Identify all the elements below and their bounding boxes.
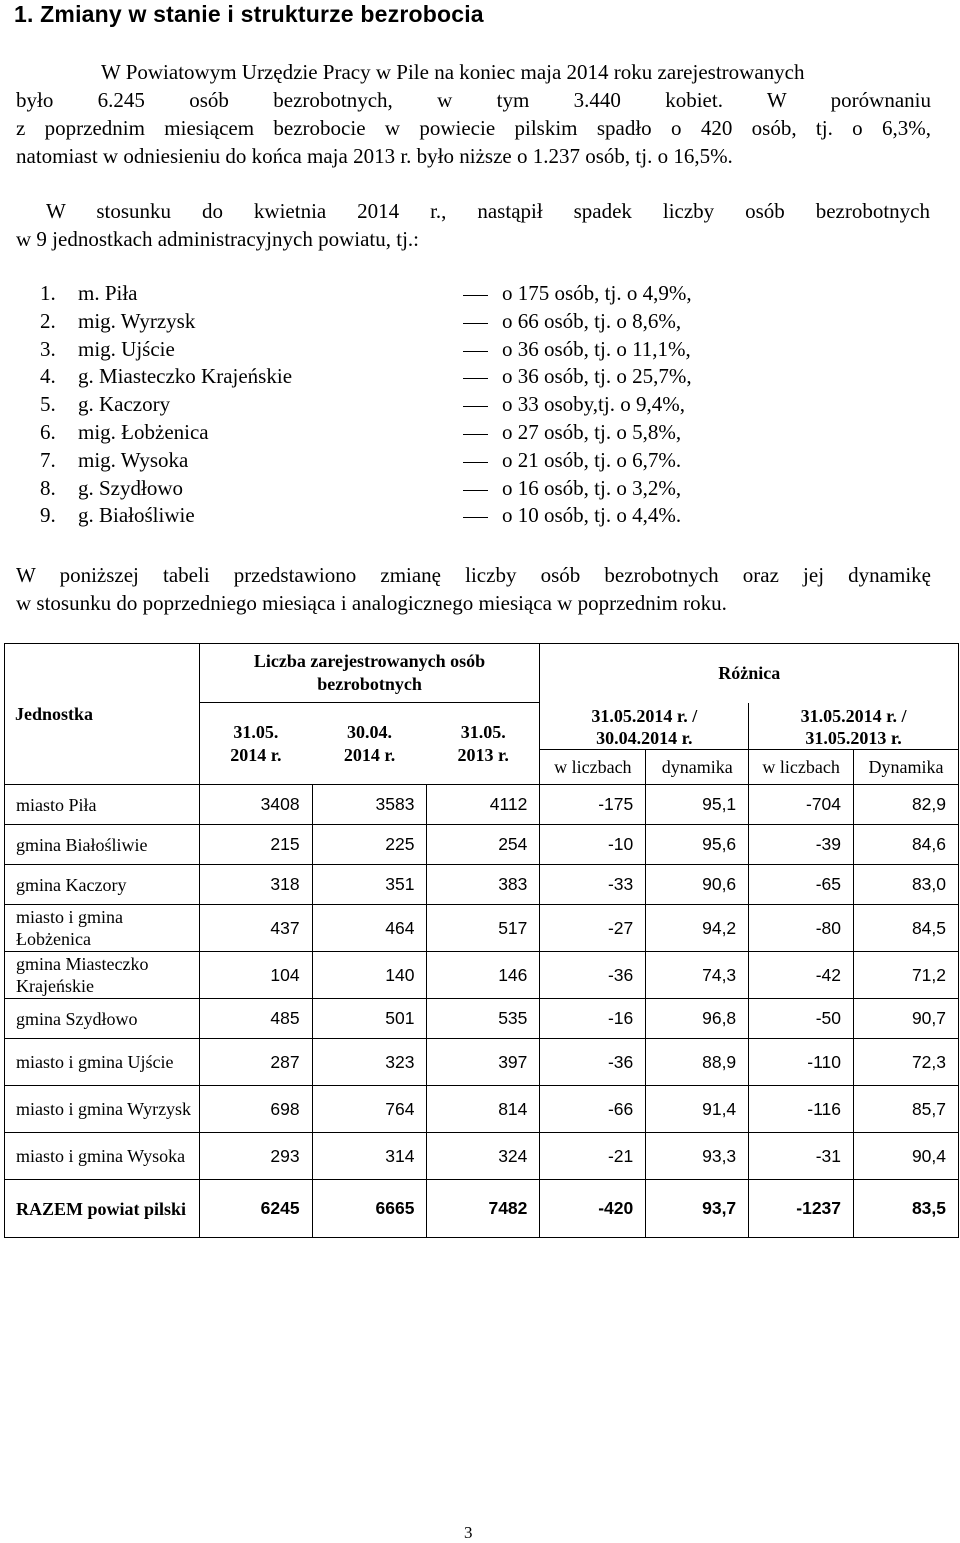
header-compare-month: 31.05.2014 r. / 30.04.2014 r. [540,703,749,750]
cell-value: 215 [199,825,312,865]
cell-unit-name: gmina Kaczory [5,865,200,905]
cell-value: 90,6 [646,865,749,905]
cell-value: -110 [749,1039,854,1086]
list-item-change: o 33 osoby,tj. o 9,4%, [502,392,685,417]
cell-value: 323 [312,1039,427,1086]
cell-value: 104 [199,952,312,999]
cell-value: 95,1 [646,785,749,825]
cell-value: 318 [199,865,312,905]
list-item-name: mig. Wyrzysk [78,308,196,333]
cell-value: 83,0 [854,865,959,905]
cell-value: 437 [199,905,312,952]
cell-unit-name: gmina Białośliwie [5,825,200,865]
cell-value: 94,2 [646,905,749,952]
table-intro-line-1: W poniższej tabeli przedstawiono zmianę liczby osób bezrobotnych oraz jej dynamikę [16,563,931,587]
cell-value: 74,3 [646,952,749,999]
cell-value: 397 [427,1039,540,1086]
cell-value: -704 [749,785,854,825]
cell-value: 324 [427,1133,540,1180]
list-item-change: o 21 osób, tj. o 6,7%. [502,447,682,472]
list-item-num: 1. [40,281,56,305]
cell-value: 146 [427,952,540,999]
cell-value: -31 [749,1133,854,1180]
header-dynamika-2: Dynamika [854,750,959,785]
page-number: 3 [464,1523,473,1542]
list-item-num: 4. [40,364,56,389]
header-date-1: 31.05. 2014 r. [199,703,312,785]
list-item-change: o 10 osób, tj. o 4,4%. [502,503,682,528]
unemployment-table [4,643,959,1238]
dash-separator [463,295,488,296]
list-item-change: o 36 osób, tj. o 25,7%, [502,364,692,389]
cell-value: 91,4 [646,1086,749,1133]
cell-value: 93,3 [646,1133,749,1180]
dash-separator [463,434,488,435]
cell-value: 93,7 [646,1180,749,1238]
cell-value: -80 [749,905,854,952]
cell-value: -1237 [749,1180,854,1238]
cell-value: 383 [427,865,540,905]
table-row [5,785,959,825]
cell-value: 3408 [199,785,312,825]
cell-value: 814 [427,1086,540,1133]
cell-value: -16 [540,999,646,1039]
intro-line-4: natomiast w odniesieniu do końca maja 2013 r. było niższe o 1.237 osób, tj. o 16,5%. [16,144,733,168]
cell-value: -36 [540,952,646,999]
cell-value: 140 [312,952,427,999]
cell-value: 464 [312,905,427,952]
dash-separator [463,462,488,463]
cell-value: 764 [312,1086,427,1133]
list-item-name: g. Miasteczko Krajeńskie [78,364,293,389]
cell-value: -42 [749,952,854,999]
cell-value: 72,3 [854,1039,959,1086]
section-heading: 1. Zmiany w stanie i strukturze bezrobocia [14,1,484,27]
table-row [5,865,959,905]
cell-value: 90,7 [854,999,959,1039]
list-item-change: o 66 osób, tj. o 8,6%, [502,308,682,333]
decline-paragraph [16,197,930,253]
cell-value: 293 [199,1133,312,1180]
dash-separator [463,378,488,379]
table-row [5,825,959,865]
cell-value: 88,9 [646,1039,749,1086]
cell-value: -50 [749,999,854,1039]
cell-value: -420 [540,1180,646,1238]
list-item-name: g. Białośliwie [78,503,195,528]
cell-unit-name: RAZEM powiat pilski [5,1180,200,1238]
cell-value: -10 [540,825,646,865]
cell-value: 314 [312,1133,427,1180]
dash-separator [463,517,488,518]
list-item-change: o 16 osób, tj. o 3,2%, [502,475,682,500]
list-item-name: mig. Ujście [78,336,175,361]
cell-value: 351 [312,865,427,905]
dash-separator [463,351,488,352]
cell-value: 95,6 [646,825,749,865]
list-item-num: 9. [40,503,56,528]
list-item-num: 3. [40,336,56,361]
list-item-num: 5. [40,392,56,417]
list-item-num: 7. [40,447,56,472]
cell-value: 84,5 [854,905,959,952]
list-item-num: 2. [40,308,56,333]
cell-value: 82,9 [854,785,959,825]
cell-value: 71,2 [854,952,959,999]
header-date-2: 30.04. 2014 r. [312,703,427,785]
list-item-change: o 27 osób, tj. o 5,8%, [502,419,682,444]
table-row [5,905,959,952]
intro-paragraph [16,58,931,170]
cell-value: 225 [312,825,427,865]
cell-value: 96,8 [646,999,749,1039]
cell-value: 3583 [312,785,427,825]
cell-value: 6665 [312,1180,427,1238]
table-row [5,952,959,999]
header-roznica: Różnica [540,644,959,703]
table-row [5,1039,959,1086]
cell-value: 517 [427,905,540,952]
list-item-name: mig. Łobżenica [78,419,209,444]
table-intro-paragraph [16,561,931,617]
list-item-num: 6. [40,419,56,444]
table-row [5,1133,959,1180]
dash-separator [463,490,488,491]
cell-unit-name: miasto i gmina Łobżenica [5,905,200,952]
header-compare-year: 31.05.2014 r. / 31.05.2013 r. [749,703,959,750]
header-date-3: 31.05. 2013 r. [427,703,540,785]
cell-value: -33 [540,865,646,905]
cell-value: 84,6 [854,825,959,865]
cell-value: 90,4 [854,1133,959,1180]
cell-value: -27 [540,905,646,952]
cell-value: -116 [749,1086,854,1133]
list-item-change: o 175 osób, tj. o 4,9%, [502,281,692,305]
cell-unit-name: miasto i gmina Wyrzysk [5,1086,200,1133]
dash-separator [463,406,488,407]
cell-value: 287 [199,1039,312,1086]
cell-value: -65 [749,865,854,905]
cell-unit-name: miasto i gmina Ujście [5,1039,200,1086]
cell-value: 83,5 [854,1180,959,1238]
cell-unit-name: gmina Miasteczko Krajeńskie [5,952,200,999]
table-row [5,1086,959,1133]
cell-unit-name: gmina Szydłowo [5,999,200,1039]
list-item-name: mig. Wysoka [78,447,189,472]
cell-unit-name: miasto Piła [5,785,200,825]
intro-line-1: W Powiatowym Urzędzie Pracy w Pile na koniec maja 2014 roku zarejestrowanych [101,60,805,84]
header-wliczbach-2: w liczbach [749,750,854,785]
cell-value: -39 [749,825,854,865]
list-item-name: m. Piła [78,281,138,305]
cell-value: 85,7 [854,1086,959,1133]
intro-line-3: z poprzednim miesiącem bezrobocie w powiecie pilskim spadło o 420 osób, tj. o 6,3%, [16,116,931,140]
cell-value: -21 [540,1133,646,1180]
cell-value: -36 [540,1039,646,1086]
cell-value: -66 [540,1086,646,1133]
header-wliczbach-1: w liczbach [540,750,646,785]
cell-value: 485 [199,999,312,1039]
cell-value: 7482 [427,1180,540,1238]
list-item-name: g. Kaczory [78,392,171,417]
header-jednostka: Jednostka [5,644,200,785]
cell-value: -175 [540,785,646,825]
cell-value: 698 [199,1086,312,1133]
header-dynamika-1: dynamika [646,750,749,785]
cell-unit-name: miasto i gmina Wysoka [5,1133,200,1180]
header-liczba: Liczba zarejestrowanych osób bezrobotnych [199,644,540,703]
cell-value: 4112 [427,785,540,825]
cell-value: 501 [312,999,427,1039]
intro-line-2: było 6.245 osób bezrobotnych, w tym 3.440 kobiet. W porównaniu [16,88,931,112]
table-intro-line-2: w stosunku do poprzedniego miesiąca i analogicznego miesiąca w poprzednim roku. [16,591,727,615]
cell-value: 6245 [199,1180,312,1238]
decline-line-2: w 9 jednostkach administracyjnych powiatu, tj.: [16,227,419,251]
dash-separator [463,323,488,324]
table-row [5,999,959,1039]
list-item-num: 8. [40,475,56,500]
cell-value: 254 [427,825,540,865]
list-item-change: o 36 osób, tj. o 11,1%, [502,336,691,361]
cell-value: 535 [427,999,540,1039]
list-item-name: g. Szydłowo [78,475,183,500]
table-row [5,1180,959,1238]
decline-line-1: W stosunku do kwietnia 2014 r., nastąpił spadek liczby osób bezrobotnych [46,199,930,223]
